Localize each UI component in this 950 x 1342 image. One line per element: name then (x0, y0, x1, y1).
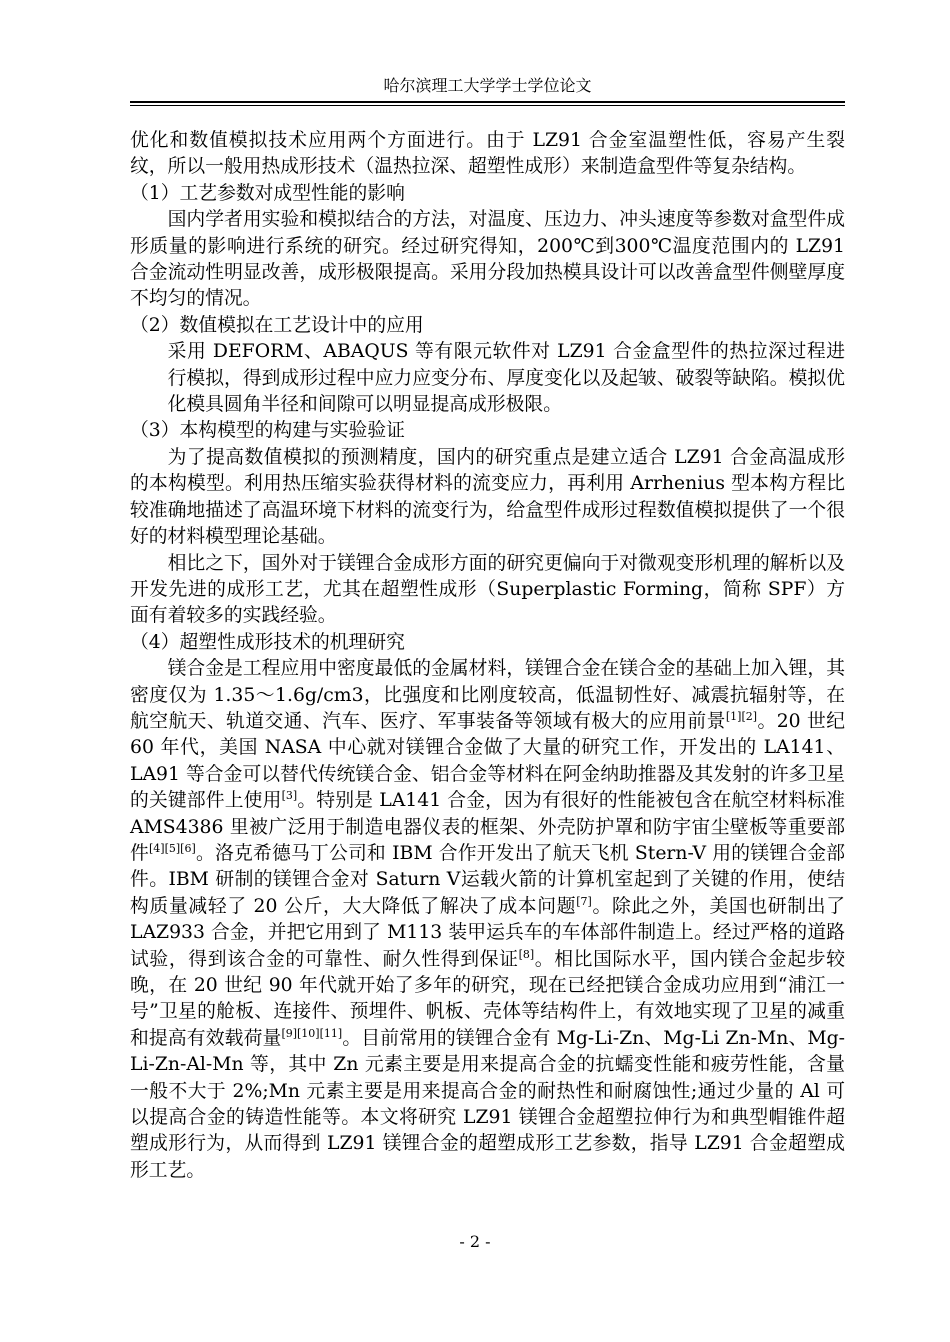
text-run: 。目前常用的镁锂合金有 Mg-Li-Zn、Mg-Li Zn-Mn、Mg-Li-Zn-Al-Mn 等，其中 Zn 元素主要是用来提高合金的抗蠕变性能和疲劳性能，含量一般不大于 2%;Mn 元素主要是用来提高合金的耐热性和耐腐蚀性;通过少量的 Al 可以提高合金的铸造性能等。本文将研究 LZ91 镁锂合金超塑拉伸行为和典型帽锥件超塑成形行为，从而得到 LZ91 镁锂合金的超塑成形工艺参数，指导 LZ91 合金超塑成形工艺。 (130, 1027, 845, 1181)
paragraph: 相比之下，国外对于镁锂合金成形方面的研究更偏向于对微观变形机理的解析以及开发先进的成形工艺，尤其在超塑性成形（Superplastic Forming，简称 SPF）方面有着较多的实践经验。 (130, 552, 845, 627)
citation: [8] (518, 947, 535, 961)
text-run: 镁合金是工程应用中密度最低的金属材料，镁锂合金在镁合金的基础上加入锂，其密度仅为 1.35～1.6g/cm3，比强度和比刚度较高，低温韧性好、减震抗辐射等，在航空航天、轨道交通、汽车、医疗、军事装备等领域有极大的应用前景 (130, 658, 845, 732)
citation: [9][10][11] (281, 1026, 343, 1040)
section-heading: （2）数值模拟在工艺设计中的应用 (130, 314, 424, 336)
citation: [7] (576, 894, 592, 908)
body-text (130, 128, 845, 1184)
paragraph: 国内学者用实验和模拟结合的方法，对温度、压边力、冲头速度等参数对盒型件成形质量的影响进行系统的研究。经过研究得知，200℃到300℃温度范围内的 LZ91 合金流动性明显改善，成形极限提高。采用分段加热模具设计可以改善盒型件侧壁厚度不均匀的情况。 (130, 209, 845, 310)
running-header: 哈尔滨理工大学学士学位论文 (383, 76, 592, 95)
paragraph: 采用 DEFORM、ABAQUS 等有限元软件对 LZ91 合金盒型件的热拉深过程进行模拟，得到成形过程中应力应变分布、厚度变化以及起皱、破裂等缺陷。模拟优化模具圆角半径和间隙可以明显提高成形极限。 (167, 341, 845, 416)
text-run: 。相比国际水平，国内镁合金起步较晚，在 20 世纪 90 年代就开始了多年的研究，现在已经把镁合金成功应用到“浦江一号”卫星的舱板、连接件、预埋件、帆板、壳体等结构件上，有效地实现了卫星的减重和提高有效载荷量 (130, 948, 846, 1049)
citation: [1][2] (725, 709, 758, 723)
header-rule-thin (130, 105, 845, 106)
page-number: - 2 - (459, 1232, 491, 1251)
text-run: 。洛克希德马丁公司和 IBM 合作开发出了航天飞机 Stern-V 用的镁锂合金部件。IBM 研制的镁锂合金对 Saturn V运载火箭的计算机室起到了关键的作用，使结构质量减轻了 20 公斤，大大降低了解决了成本问题 (130, 842, 845, 917)
citation: [3] (281, 789, 298, 803)
citation: [4][5][6] (149, 841, 196, 855)
paragraph (130, 656, 845, 1184)
section-heading: （4）超塑性成形技术的机理研究 (130, 631, 405, 653)
header-rule-thick (130, 101, 845, 103)
text-run: 。除此之外，美国也研制出了 LAZ933 合金，并把它用到了 M113 装甲运兵车的车体部件制造上。经过严格的道路试验，得到该合金的可靠性、耐久性得到保证 (130, 895, 845, 970)
text-run: 。20 世纪 60 年代，美国 NASA 中心就对镁锂合金做了大量的研究工作，开发出的 LA141、LA91 等合金可以替代传统镁合金、铝合金等材料在阿金纳助推器及其发射的许多卫星的关键部件上使用 (130, 710, 846, 812)
paragraph: 为了提高数值模拟的预测精度，国内的研究重点是建立适合 LZ91 合金高温成形的本构模型。利用热压缩实验获得材料的流变应力，再利用 Arrhenius 型本构方程比较准确地描述了高温环境下材料的流变行为，给盒型件成形过程数值模拟提供了一个很好的材料模型理论基础。 (130, 446, 845, 548)
section-heading: （1）工艺参数对成型性能的影响 (130, 182, 405, 204)
text-run: 。特别是 LA141 合金，因为有很好的性能被包含在航空材料标准 AMS4386 里被广泛用于制造电器仪表的框架、外壳防护罩和防宇宙尘壁板等重要部件 (130, 790, 845, 864)
section-heading: （3）本构模型的构建与实验验证 (130, 420, 405, 442)
paragraph: 优化和数值模拟技术应用两个方面进行。由于 LZ91 合金室温塑性低，容易产生裂纹，所以一般用热成形技术（温热拉深、超塑性成形）来制造盒型件等复杂结构。 (130, 130, 845, 178)
